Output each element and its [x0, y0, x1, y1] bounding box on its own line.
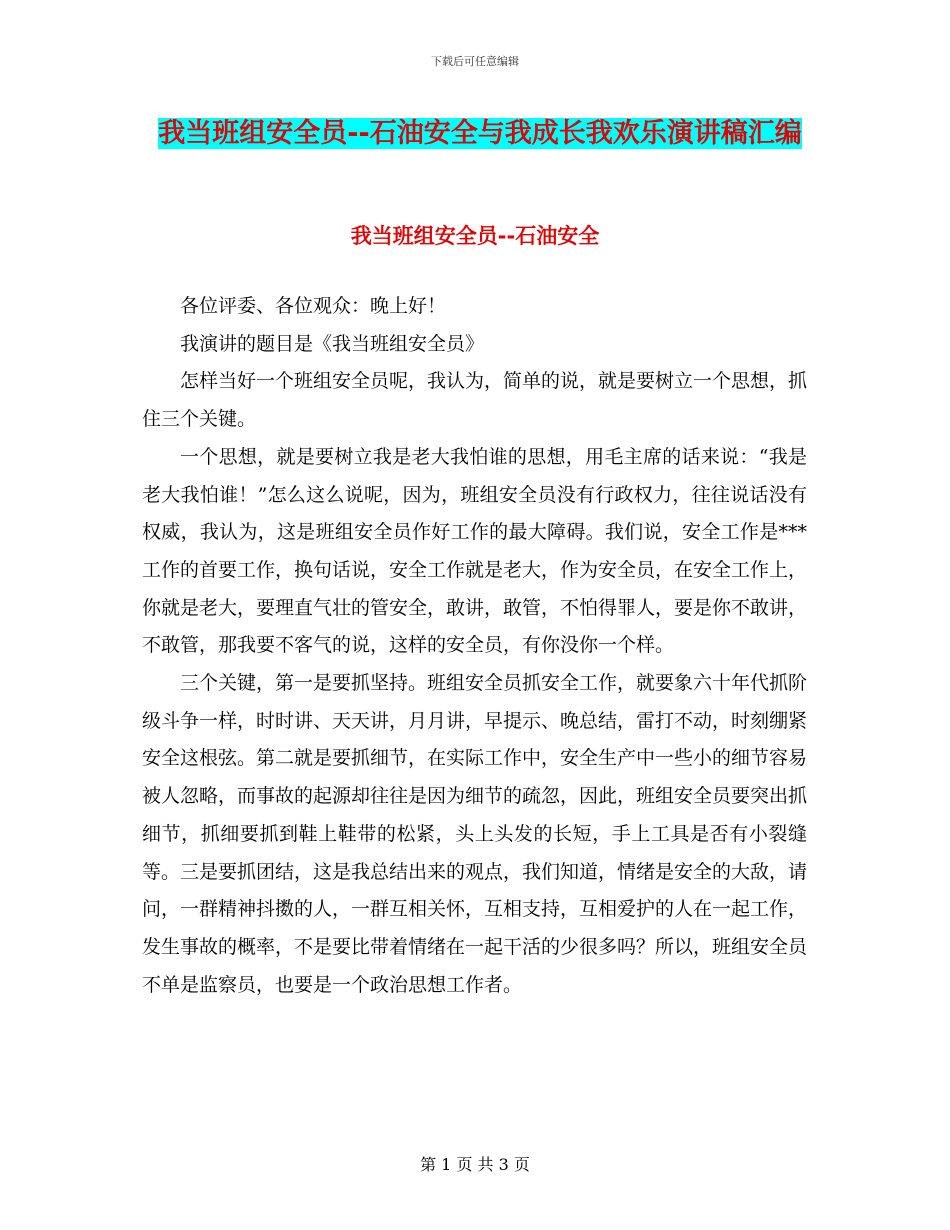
document-title-text: 我当班组安全员--石油安全与我成长我欢乐演讲稿汇编	[158, 118, 802, 149]
header-note: 下载后可任意编辑	[431, 55, 519, 68]
document-body	[142, 288, 807, 1004]
paragraph-topic: 我演讲的题目是《我当班组安全员》	[180, 332, 485, 355]
section-subtitle: 我当班组安全员--石油安全	[350, 224, 600, 248]
paragraph-greeting: 各位评委、各位观众：晚上好！	[180, 295, 447, 317]
paragraph-intro: 怎样当好一个班组安全员呢，我认为，简单的说，就是要树立一个思想，抓住三个关键。	[142, 370, 808, 431]
paragraph-three-keys: 三个关键，第一是要抓坚持。班组安全员抓安全工作，就要象六十年代抓阶级斗争一样，时时讲、天天讲，月月讲，早提示、晚总结，雷打不动，时刻绷紧安全这根弦。第二就是要抓细节，在实际工作中，安全生产中一些小的细节容易被人忽略，而事故的起源却往往是因为细节的疏忽，因此，班组安全员要突出抓细节，抓细要抓到鞋上鞋带的松紧，头上头发的长短，手上工具是否有小裂缝等。三是要抓团结，这是我总结出来的观点，我们知道，情绪是安全的大敌，请问，一群精神抖擞的人，一群互相关怀，互相支持，互相爱护的人在一起工作，发生事故的概率，不是要比带着情绪在一起干活的少很多吗？所以，班组安全员不单是监察员，也要是一个政治思想工作者。	[142, 672, 808, 996]
document-title	[150, 112, 810, 156]
paragraph-one-thought: 一个思想，就是要树立我是老大我怕谁的思想，用毛主席的话来说：“我是老大我怕谁！”怎么这么说呢，因为，班组安全员没有行政权力，往往说话没有权威，我认为，这是班组安全员作好工作的最大障碍。我们说，安全工作是***工作的首要工作，换句话说，安全工作就是老大，作为安全员，在安全工作上，你就是老大，要理直气壮的管安全，敢讲，敢管，不怕得罪人，要是你不敢讲，不敢管，那我要不客气的说，这样的安全员，有你没你一个样。	[142, 445, 808, 657]
page-number: 第 1 页 共 3 页	[420, 1155, 530, 1174]
